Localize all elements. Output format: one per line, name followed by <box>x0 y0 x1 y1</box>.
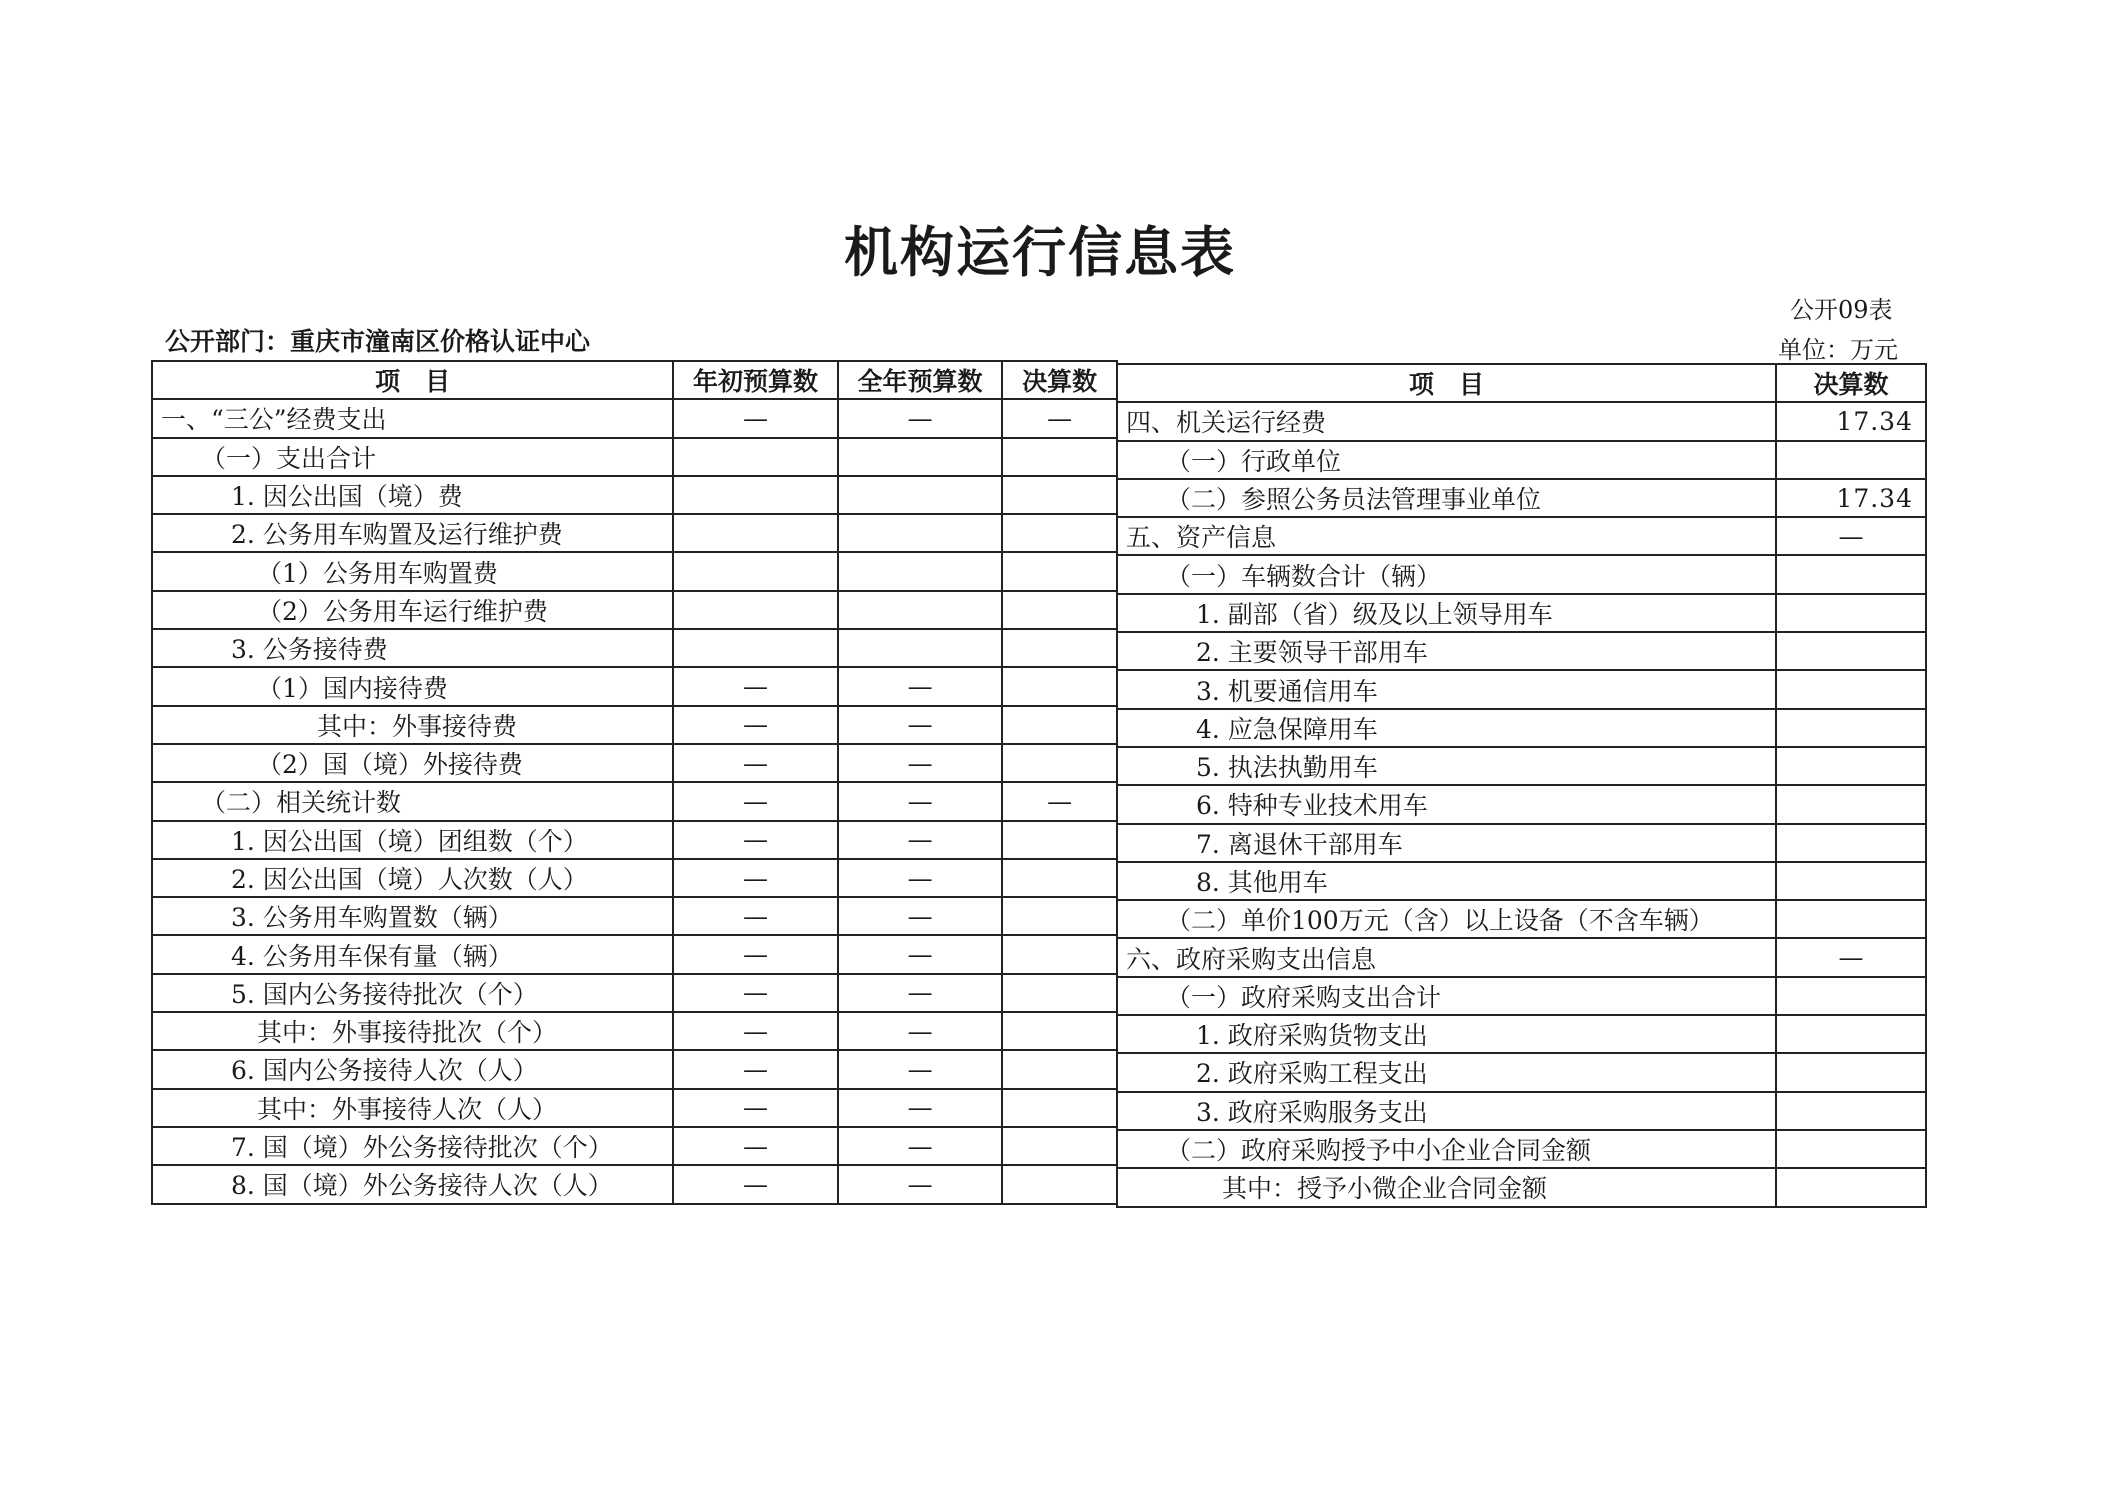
final-accounts-cell <box>1002 1012 1117 1050</box>
header-annual-budget: 全年预算数 <box>838 361 1003 399</box>
table-row <box>1117 1168 1926 1206</box>
table-row <box>152 821 1117 859</box>
table-row <box>1117 517 1926 555</box>
row-item-label: 1. 政府采购货物支出 <box>1117 1015 1776 1053</box>
row-item-label: 1. 副部（省）级及以上领导用车 <box>1117 594 1776 632</box>
annual-budget-cell: — <box>838 935 1003 973</box>
row-item-label: 3. 机要通信用车 <box>1117 670 1776 708</box>
initial-budget-cell: — <box>673 1165 838 1203</box>
final-accounts-cell: — <box>1002 782 1117 820</box>
final-accounts-cell <box>1776 785 1926 823</box>
row-item-label: 3. 公务接待费 <box>152 629 673 667</box>
row-item-label: 四、机关运行经费 <box>1117 402 1776 440</box>
row-item-label: （二）单价100万元（含）以上设备（不含车辆） <box>1117 900 1776 938</box>
final-accounts-cell <box>1002 438 1117 476</box>
final-accounts-cell <box>1776 1168 1926 1206</box>
row-item-label: 1. 因公出国（境）团组数（个） <box>152 821 673 859</box>
table-row <box>152 1165 1117 1203</box>
annual-budget-cell: — <box>838 782 1003 820</box>
table-row <box>1117 441 1926 479</box>
initial-budget-cell <box>673 629 838 667</box>
table-row <box>152 1012 1117 1050</box>
annual-budget-cell <box>838 514 1003 552</box>
table-row <box>152 897 1117 935</box>
row-item-label: （一）支出合计 <box>152 438 673 476</box>
unit-label: 单位：万元 <box>1778 336 1898 364</box>
table-row <box>1117 862 1926 900</box>
initial-budget-cell: — <box>673 667 838 705</box>
annual-budget-cell: — <box>838 974 1003 1012</box>
final-accounts-cell <box>1776 1130 1926 1168</box>
row-item-label: 5. 国内公务接待批次（个） <box>152 974 673 1012</box>
initial-budget-cell: — <box>673 706 838 744</box>
row-item-label: 6. 特种专业技术用车 <box>1117 785 1776 823</box>
row-item-label: 其中：外事接待人次（人） <box>152 1089 673 1127</box>
table-row <box>1117 555 1926 593</box>
form-number: 公开09表 <box>1790 296 1893 324</box>
table-row <box>152 744 1117 782</box>
initial-budget-cell: — <box>673 897 838 935</box>
row-item-label: 8. 国（境）外公务接待人次（人） <box>152 1165 673 1203</box>
row-item-label: 4. 公务用车保有量（辆） <box>152 935 673 973</box>
initial-budget-cell <box>673 438 838 476</box>
table-row <box>1117 1130 1926 1168</box>
annual-budget-cell: — <box>838 706 1003 744</box>
row-item-label: （二）相关统计数 <box>152 782 673 820</box>
final-accounts-cell <box>1002 1050 1117 1088</box>
initial-budget-cell: — <box>673 1050 838 1088</box>
table-row <box>1117 670 1926 708</box>
table-row <box>152 782 1117 820</box>
table-row <box>152 629 1117 667</box>
table-row <box>152 667 1117 705</box>
table-row <box>1117 1092 1926 1130</box>
table-row <box>152 438 1117 476</box>
initial-budget-cell: — <box>673 935 838 973</box>
final-accounts-cell <box>1002 1165 1117 1203</box>
final-accounts-cell <box>1776 1053 1926 1091</box>
right-header-row <box>1117 364 1926 402</box>
final-accounts-cell <box>1002 1127 1117 1165</box>
final-accounts-cell: — <box>1776 938 1926 976</box>
initial-budget-cell <box>673 591 838 629</box>
annual-budget-cell: — <box>838 821 1003 859</box>
row-item-label: （一）车辆数合计（辆） <box>1117 555 1776 593</box>
annual-budget-cell: — <box>838 1127 1003 1165</box>
annual-budget-cell <box>838 476 1003 514</box>
initial-budget-cell: — <box>673 1089 838 1127</box>
initial-budget-cell: — <box>673 399 838 437</box>
final-accounts-cell <box>1776 1092 1926 1130</box>
initial-budget-cell: — <box>673 974 838 1012</box>
header-item: 项 目 <box>1117 364 1776 402</box>
final-accounts-cell <box>1002 859 1117 897</box>
final-accounts-cell <box>1002 935 1117 973</box>
left-header-row <box>152 361 1117 399</box>
final-accounts-cell <box>1776 747 1926 785</box>
row-item-label: 4. 应急保障用车 <box>1117 709 1776 747</box>
initial-budget-cell: — <box>673 744 838 782</box>
final-accounts-cell <box>1776 977 1926 1015</box>
table-row <box>1117 938 1926 976</box>
table-row <box>1117 632 1926 670</box>
row-item-label: 一、“三公”经费支出 <box>152 399 673 437</box>
annual-budget-cell <box>838 552 1003 590</box>
table-row <box>1117 747 1926 785</box>
final-accounts-cell <box>1776 709 1926 747</box>
page-title: 机构运行信息表 <box>844 221 1236 284</box>
final-accounts-cell <box>1002 591 1117 629</box>
header-final-accounts: 决算数 <box>1002 361 1117 399</box>
annual-budget-cell: — <box>838 744 1003 782</box>
table-row <box>152 1089 1117 1127</box>
row-item-label: （2）公务用车运行维护费 <box>152 591 673 629</box>
initial-budget-cell: — <box>673 859 838 897</box>
final-accounts-cell <box>1002 629 1117 667</box>
table-row <box>1117 402 1926 440</box>
header-item: 项 目 <box>152 361 673 399</box>
row-item-label: （2）国（境）外接待费 <box>152 744 673 782</box>
table-row <box>152 552 1117 590</box>
row-item-label: 六、政府采购支出信息 <box>1117 938 1776 976</box>
table-row <box>152 476 1117 514</box>
row-item-label: 2. 政府采购工程支出 <box>1117 1053 1776 1091</box>
row-item-label: 1. 因公出国（境）费 <box>152 476 673 514</box>
table-row <box>1117 824 1926 862</box>
row-item-label: 2. 主要领导干部用车 <box>1117 632 1776 670</box>
final-accounts-cell <box>1776 632 1926 670</box>
row-item-label: 7. 离退休干部用车 <box>1117 824 1776 862</box>
table-row <box>1117 977 1926 1015</box>
table-row <box>152 514 1117 552</box>
final-accounts-cell <box>1002 897 1117 935</box>
final-accounts-cell <box>1002 552 1117 590</box>
table-row <box>1117 594 1926 632</box>
final-accounts-cell: — <box>1776 517 1926 555</box>
row-item-label: 8. 其他用车 <box>1117 862 1776 900</box>
annual-budget-cell: — <box>838 1050 1003 1088</box>
final-accounts-cell <box>1002 744 1117 782</box>
annual-budget-cell: — <box>838 1089 1003 1127</box>
initial-budget-cell <box>673 476 838 514</box>
final-accounts-cell <box>1776 824 1926 862</box>
final-accounts-cell <box>1002 1089 1117 1127</box>
initial-budget-cell: — <box>673 1127 838 1165</box>
header-final-accounts: 决算数 <box>1776 364 1926 402</box>
initial-budget-cell: — <box>673 1012 838 1050</box>
final-accounts-cell <box>1776 1015 1926 1053</box>
initial-budget-cell <box>673 514 838 552</box>
final-accounts-cell <box>1002 476 1117 514</box>
row-item-label: 7. 国（境）外公务接待批次（个） <box>152 1127 673 1165</box>
final-accounts-cell: — <box>1002 399 1117 437</box>
table-row <box>1117 900 1926 938</box>
annual-budget-cell: — <box>838 897 1003 935</box>
table-row <box>152 859 1117 897</box>
header-initial-budget: 年初预算数 <box>673 361 838 399</box>
final-accounts-cell <box>1776 862 1926 900</box>
row-item-label: （1）国内接待费 <box>152 667 673 705</box>
table-row <box>152 706 1117 744</box>
final-accounts-cell <box>1776 670 1926 708</box>
initial-budget-cell <box>673 552 838 590</box>
table-row <box>152 591 1117 629</box>
table-row <box>152 1050 1117 1088</box>
row-item-label: （一）行政单位 <box>1117 441 1776 479</box>
right-table <box>1116 363 1927 1208</box>
department-label: 公开部门：重庆市潼南区价格认证中心 <box>165 327 591 356</box>
table-row <box>1117 709 1926 747</box>
row-item-label: 其中：外事接待批次（个） <box>152 1012 673 1050</box>
initial-budget-cell: — <box>673 782 838 820</box>
table-row <box>152 974 1117 1012</box>
row-item-label: 3. 政府采购服务支出 <box>1117 1092 1776 1130</box>
annual-budget-cell: — <box>838 1012 1003 1050</box>
row-item-label: （二）政府采购授予中小企业合同金额 <box>1117 1130 1776 1168</box>
row-item-label: 2. 因公出国（境）人次数（人） <box>152 859 673 897</box>
table-row <box>1117 479 1926 517</box>
row-item-label: 6. 国内公务接待人次（人） <box>152 1050 673 1088</box>
annual-budget-cell <box>838 438 1003 476</box>
final-accounts-cell <box>1002 974 1117 1012</box>
final-accounts-cell: 17.34 <box>1776 479 1926 517</box>
annual-budget-cell <box>838 591 1003 629</box>
row-item-label: 五、资产信息 <box>1117 517 1776 555</box>
row-item-label: （二）参照公务员法管理事业单位 <box>1117 479 1776 517</box>
row-item-label: 2. 公务用车购置及运行维护费 <box>152 514 673 552</box>
row-item-label: （1）公务用车购置费 <box>152 552 673 590</box>
table-row <box>152 399 1117 437</box>
final-accounts-cell <box>1002 667 1117 705</box>
annual-budget-cell: — <box>838 859 1003 897</box>
final-accounts-cell <box>1776 594 1926 632</box>
row-item-label: 3. 公务用车购置数（辆） <box>152 897 673 935</box>
final-accounts-cell <box>1776 900 1926 938</box>
final-accounts-cell <box>1002 514 1117 552</box>
table-row <box>1117 1053 1926 1091</box>
table-row <box>152 1127 1117 1165</box>
table-row <box>1117 785 1926 823</box>
row-item-label: 其中：外事接待费 <box>152 706 673 744</box>
final-accounts-cell: 17.34 <box>1776 402 1926 440</box>
final-accounts-cell <box>1776 441 1926 479</box>
annual-budget-cell: — <box>838 667 1003 705</box>
row-item-label: （一）政府采购支出合计 <box>1117 977 1776 1015</box>
final-accounts-cell <box>1776 555 1926 593</box>
table-row <box>1117 1015 1926 1053</box>
table-row <box>152 935 1117 973</box>
final-accounts-cell <box>1002 821 1117 859</box>
annual-budget-cell: — <box>838 399 1003 437</box>
row-item-label: 5. 执法执勤用车 <box>1117 747 1776 785</box>
annual-budget-cell <box>838 629 1003 667</box>
initial-budget-cell: — <box>673 821 838 859</box>
annual-budget-cell: — <box>838 1165 1003 1203</box>
left-table <box>151 360 1118 1205</box>
row-item-label: 其中：授予小微企业合同金额 <box>1117 1168 1776 1206</box>
final-accounts-cell <box>1002 706 1117 744</box>
